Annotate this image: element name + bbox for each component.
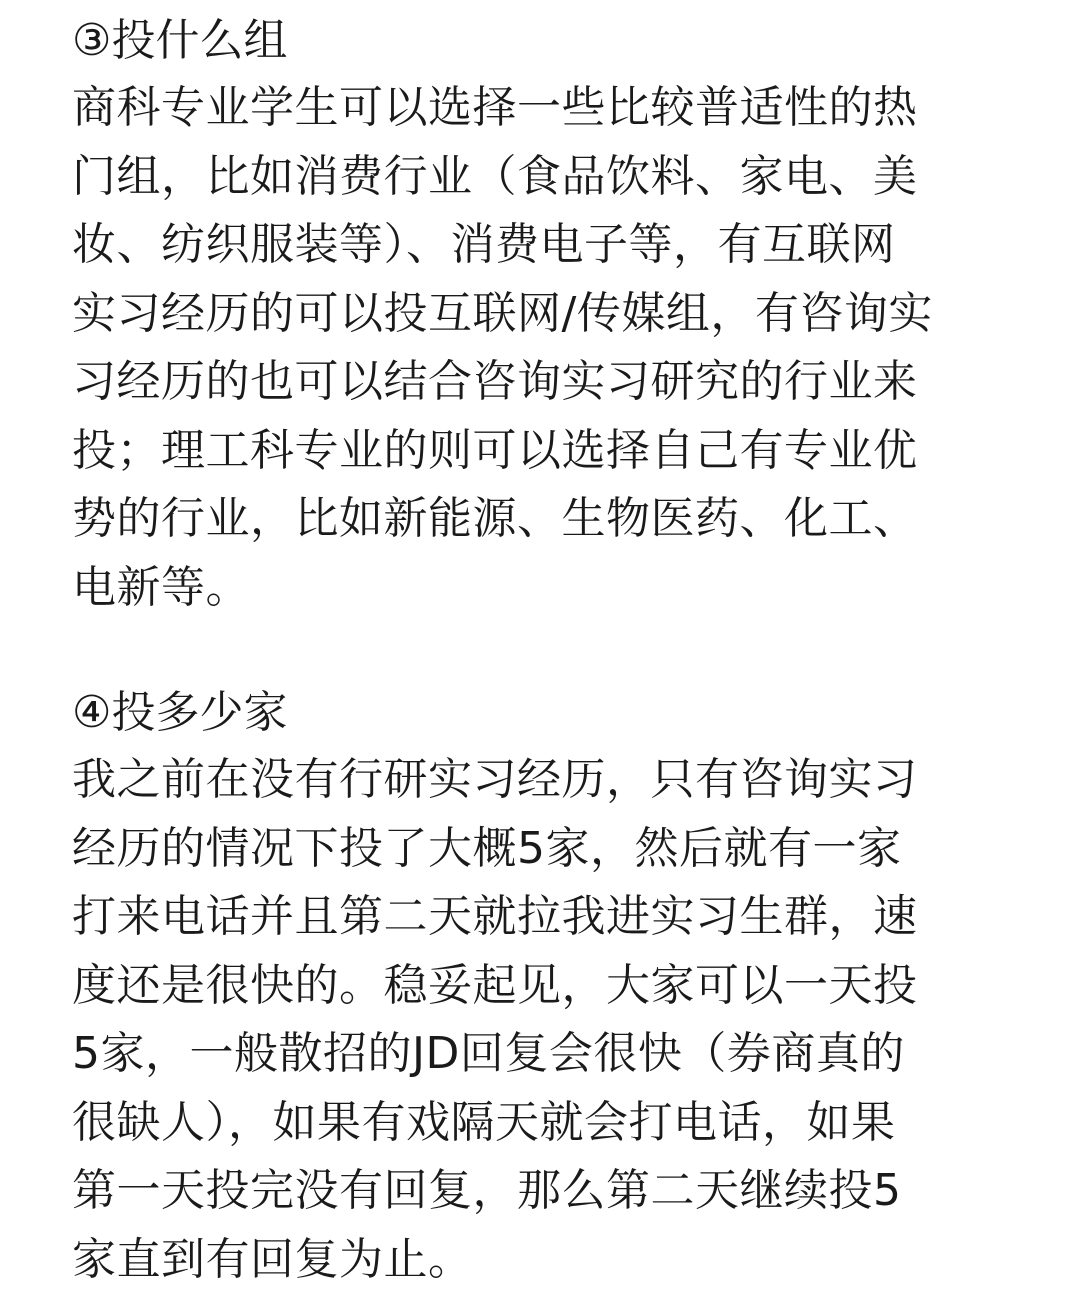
section-heading: ④投多少家	[72, 687, 288, 738]
paragraph	[72, 74, 1032, 622]
text-line: 商科专业学生可以选择一些比较普适性的热	[72, 82, 918, 133]
text-line: 我之前在没有行研实习经历，只有咨询实习	[72, 754, 918, 805]
text-line: 投；理工科专业的则可以选择自己有专业优	[72, 424, 918, 476]
text-line: 经历的情况下投了大概5家，然后就有一家	[72, 822, 902, 874]
paragraph	[72, 746, 1032, 1294]
text-line: 妆、纺织服装等）、消费电子等，有互联网	[72, 219, 896, 270]
text-line: 门组，比如消费行业（食品饮料、家电、美	[72, 150, 918, 202]
section-how-many	[72, 680, 1032, 1294]
text-line: 5家，一般散招的JD回复会很快（券商真的	[72, 1028, 905, 1079]
section-heading: ③投什么组	[72, 15, 288, 66]
text-line: 实习经历的可以投互联网/传媒组，有咨询实	[72, 287, 933, 339]
section-which-group	[72, 8, 1032, 622]
text-line: 第一天投完没有回复，那么第二天继续投5	[72, 1165, 902, 1216]
text-line: 电新等。	[72, 561, 250, 613]
text-line: 习经历的也可以结合咨询实习研究的行业来	[72, 356, 918, 407]
text-line: 很缺人），如果有戏隔天就会打电话，如果	[72, 1096, 896, 1148]
text-line: 家直到有回复为止。	[72, 1233, 473, 1285]
text-line: 打来电话并且第二天就拉我进实习生群，速	[72, 891, 918, 942]
text-line: 度还是很快的。稳妥起见，大家可以一天投	[72, 959, 918, 1011]
text-line: 势的行业，比如新能源、生物医药、化工、	[72, 493, 918, 544]
